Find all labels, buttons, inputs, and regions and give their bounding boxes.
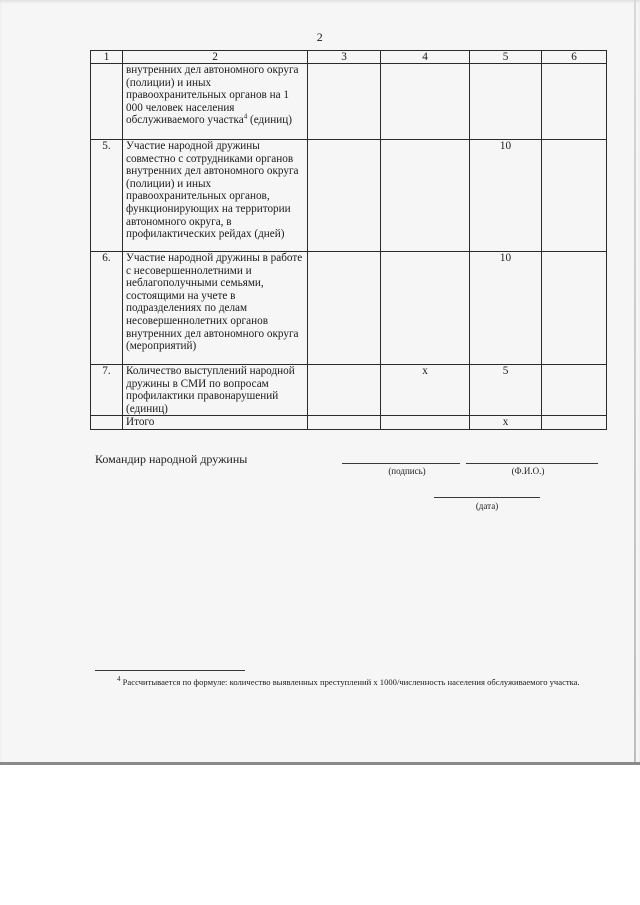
table-row (91, 252, 607, 365)
table-row (91, 140, 607, 252)
cell-col3 (308, 64, 381, 140)
footnote-text: Рассчитывается по формуле: количество выявленных преступлений х 1000/численность населения обслуживаемого участка. (122, 677, 580, 687)
cell-col4 (381, 416, 470, 430)
row-description (123, 64, 308, 140)
row-text-unit: (единиц) (250, 114, 292, 127)
row-number: 5. (91, 140, 123, 252)
row-number: 7. (91, 365, 123, 416)
cell-col4 (381, 64, 470, 140)
header-cell: 4 (381, 51, 470, 64)
cell-col4 (381, 140, 470, 252)
cell-col3 (308, 416, 381, 430)
header-cell: 6 (542, 51, 607, 64)
row-description: Участие народной дружины в работе с несовершеннолетними и неблагополучными семьями, состоящими на учете в подразделениях по делам несовершеннолетних органов внутренних дел автономного округа (мероприятий) (123, 252, 308, 365)
signature-line (342, 463, 460, 464)
page-number: 2 (316, 30, 324, 44)
cell-col4 (381, 252, 470, 365)
footnote (95, 677, 599, 688)
footnote-separator (95, 670, 245, 671)
row-text: внутренних дел автономного округа (полиции) и иных правоохранительных органов на 1 000 человек населения обслуживаемого участка (126, 64, 299, 127)
row-number (91, 416, 123, 430)
row-description: Итого (123, 416, 308, 430)
cell-col4: x (381, 365, 470, 416)
header-cell: 3 (308, 51, 381, 64)
row-number: 6. (91, 252, 123, 365)
table-row (91, 365, 607, 416)
cell-col6 (542, 365, 607, 416)
cell-col5: 10 (470, 140, 542, 252)
cell-col5: 10 (470, 252, 542, 365)
cell-col5: 5 (470, 365, 542, 416)
cell-col3 (308, 252, 381, 365)
name-caption: (Ф.И.О.) (511, 466, 545, 476)
table-header-row (91, 51, 607, 64)
cell-col6 (542, 140, 607, 252)
table-row (91, 64, 607, 140)
date-line (434, 497, 540, 498)
row-description: Участие народной дружины совместно с сотрудниками органов внутренних дел автономного округа (полиции) и иных правоохранительных органов, функционирующих на территории автономного округа, в профилактических рейдах (дней) (123, 140, 308, 252)
name-line (466, 463, 598, 464)
footnote-mark: 4 (117, 675, 121, 684)
header-cell: 2 (123, 51, 308, 64)
cell-col6 (542, 252, 607, 365)
table-total-row (91, 416, 607, 430)
date-caption: (дата) (475, 501, 499, 511)
header-cell: 1 (91, 51, 123, 64)
row-number (91, 64, 123, 140)
cell-col5 (470, 64, 542, 140)
page-edge-shadow (634, 0, 636, 762)
cell-col6 (542, 416, 607, 430)
header-cell: 5 (470, 51, 542, 64)
cell-col6 (542, 64, 607, 140)
cell-col5: x (470, 416, 542, 430)
footnote-ref: 4 (243, 112, 248, 121)
signature-caption: (подпись) (388, 466, 426, 476)
indicator-table (90, 50, 607, 430)
row-description: Количество выступлений народной дружины в СМИ по вопросам профилактики правонарушений (единиц) (123, 365, 308, 416)
cell-col3 (308, 365, 381, 416)
commander-label: Командир народной дружины (95, 452, 248, 466)
cell-col3 (308, 140, 381, 252)
